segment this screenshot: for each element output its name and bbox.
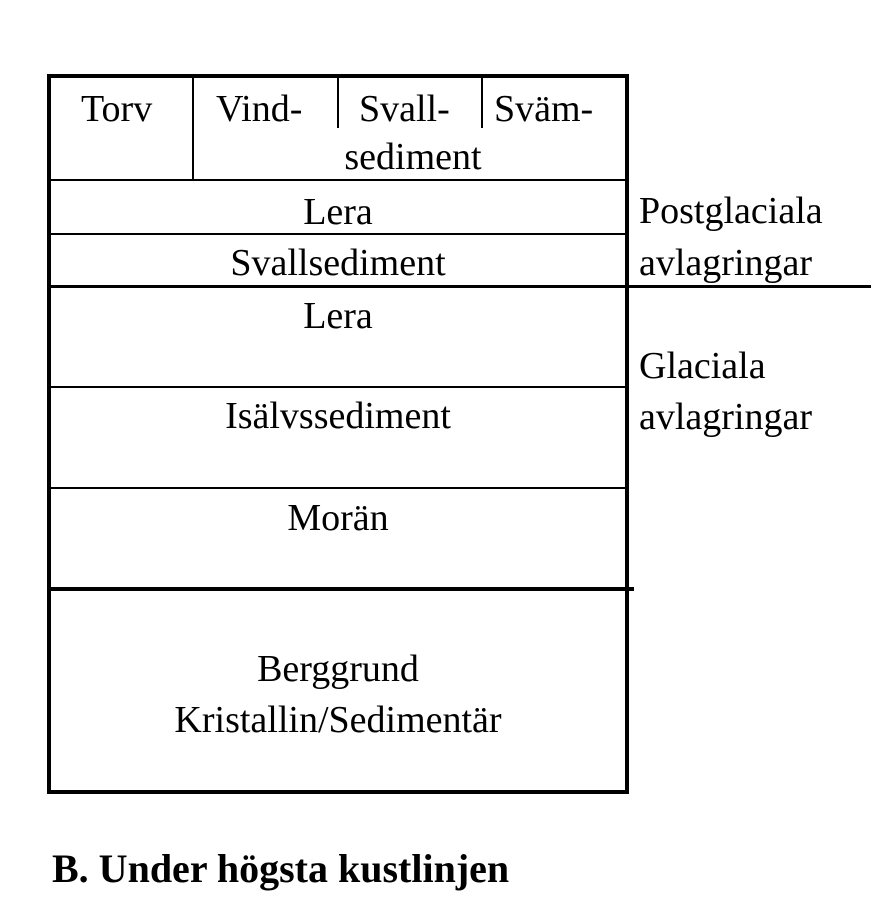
- label-postglacial-avlagringar: avlagringar: [639, 242, 813, 284]
- layer-svallsediment: Svallsediment: [230, 242, 446, 284]
- divider-isalv-moran: [49, 487, 627, 489]
- divider-glacial-bedrock: [49, 587, 634, 591]
- bedrock-title: Berggrund: [257, 648, 419, 690]
- cell-svam: Sväm-: [494, 88, 594, 130]
- cell-vind: Vind-: [216, 88, 303, 130]
- divider-lera-isalv: [49, 386, 627, 388]
- divider-vind-svall: [337, 76, 339, 128]
- divider-svall-svam: [481, 76, 483, 128]
- label-glacial-avlagringar: avlagringar: [639, 396, 813, 438]
- bedrock-subtitle: Kristallin/Sedimentär: [174, 699, 502, 741]
- label-postglaciala: Postglaciala: [639, 190, 823, 232]
- cell-svall: Svall-: [359, 88, 450, 130]
- layer-isalvssediment: Isälvssediment: [225, 395, 451, 437]
- divider-lera-svall: [49, 233, 627, 235]
- label-glaciala: Glaciala: [639, 345, 766, 387]
- divider-postglacial-glacial: [49, 285, 871, 288]
- cell-torv: Torv: [81, 88, 153, 130]
- figure-caption: B. Under högsta kustlinjen: [52, 846, 510, 891]
- layer-postglacial-lera: Lera: [303, 191, 373, 233]
- layer-moran: Morän: [287, 497, 389, 539]
- divider-top-row: [49, 179, 627, 181]
- layer-glacial-lera: Lera: [303, 295, 373, 337]
- cell-sediment: sediment: [344, 136, 482, 178]
- divider-torv-vind: [192, 76, 194, 180]
